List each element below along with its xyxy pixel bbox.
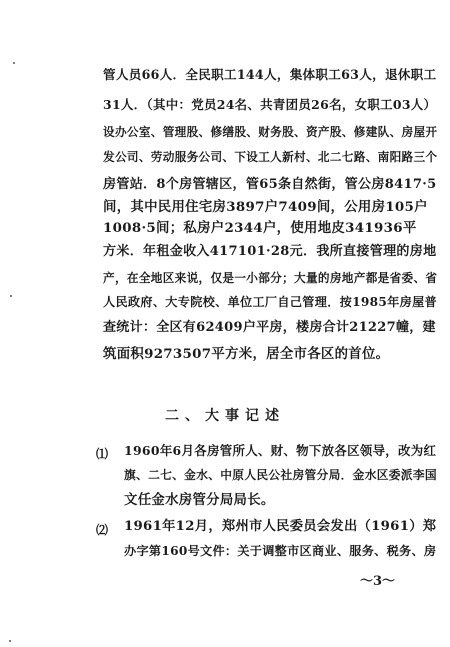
scan-speck xyxy=(13,62,15,64)
entry-marker: ⑴ xyxy=(96,447,109,461)
page-number: ～3～ xyxy=(360,574,396,589)
text-line: 间，其中民用住宅房3897户7409间，公用房105户 xyxy=(103,199,428,215)
entry-line: 办字第160号文件：关于调整市区商业、服务、税务、房 xyxy=(124,544,437,558)
entry-line: 1961年12月，郑州市人民委员会发出（1961）郑 xyxy=(124,519,437,534)
entry-marker: ⑵ xyxy=(96,523,109,537)
text-line: 方米．年租金收入417101·28元．我所直接管理的房地 xyxy=(103,244,437,259)
entry-line: 旗、二七、金水、中原人民公社房管分局．金水区委派李国 xyxy=(124,468,437,482)
text-line: 1008·5间；私房户2344户，使用地皮341936平 xyxy=(103,220,417,236)
text-line: 发公司、劳动服务公司、下设工人新村、北二七路、南阳路三个 xyxy=(103,150,438,164)
entry-line: 文任金水房管分局局长。 xyxy=(124,492,275,508)
text-line: 人民政府、大专院校、单位工厂自己管理．按1985年房屋普 xyxy=(103,295,437,309)
text-line: 31人．（其中：党员24名、共青团员26名，女职工03人） xyxy=(103,97,437,112)
scan-speck xyxy=(10,295,12,297)
text-line: 产，在全地区来说，仅是一小部分；大量的房地产都是省委、省 xyxy=(103,271,438,285)
text-line: 筑面积9273507平方米，居全市各区的首位。 xyxy=(103,346,390,362)
text-line: 房管站．8个房管辖区，管65条自然街，管公房8417·5 xyxy=(103,177,437,192)
entry-line: 1960年6月各房管所人、财、物下放各区领导，改为红 xyxy=(124,443,437,458)
section-heading: 二、大事记述 xyxy=(165,408,285,424)
text-line: 查统计：全区有62409户平房，楼房合计21227幢，建 xyxy=(103,320,436,335)
scan-speck xyxy=(9,640,11,642)
text-line: 设办公室、管理股、修缮股、财务股、资产股、修建队、房屋开 xyxy=(103,125,438,139)
text-line: 管人员66人．全民职工144人，集体职工63人，退休职工 xyxy=(103,67,437,82)
